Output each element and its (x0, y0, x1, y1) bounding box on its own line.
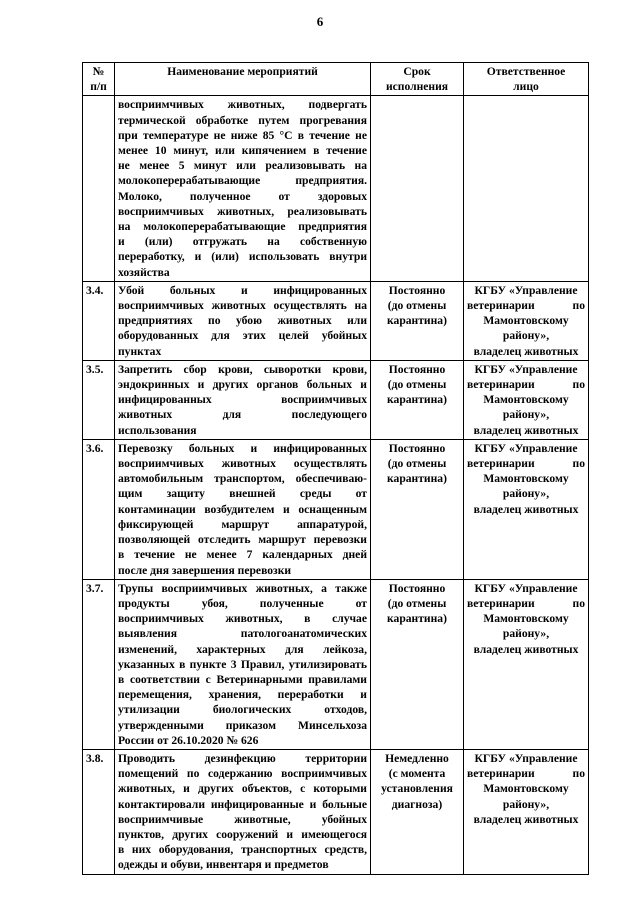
description-line: Убой больных и инфицированных (118, 283, 367, 297)
measures-table (82, 62, 589, 875)
description-line: России от 26.10.2020 № 626 (118, 733, 259, 747)
measure-description (115, 281, 371, 360)
description-line: изменений, характерных для лейкоза, (118, 642, 367, 656)
term-line: Постоянно (388, 362, 446, 376)
description-line: щим защиту внешней среды от (118, 487, 367, 501)
row-number: 3.5. (83, 360, 115, 439)
description-line: животных, и других объектов, с которыми (118, 782, 367, 796)
row-number: 3.6. (83, 439, 115, 579)
description-line: пунктах (118, 344, 162, 358)
description-line: Перевозку больных и инфицированных (118, 441, 367, 455)
measure-description (115, 579, 371, 749)
term-line: (до отмены (387, 596, 447, 610)
description-line: помещений по содержанию восприимчивых (118, 767, 367, 781)
responsible-line: КГБУ «Управление (474, 441, 578, 455)
term-line: Постоянно (388, 581, 446, 595)
description-line: автомобильным транспортом, обеспечиваю- (118, 472, 367, 486)
description-line: эндокринных и других органов больных и (118, 378, 367, 392)
responsible-person (464, 749, 589, 874)
row-number: 3.4. (83, 281, 115, 360)
row-number: 3.7. (83, 579, 115, 749)
execution-term (371, 281, 464, 360)
term-line: Постоянно (388, 283, 446, 297)
responsible-line: ветеринарии по (467, 299, 585, 313)
description-line: восприимчивых животных, подвергать (118, 98, 367, 112)
description-line: на молокоперерабатывающие предприятия (118, 220, 367, 234)
description-line: одежды и обуви, инвентаря и предметов (118, 858, 329, 872)
description-line: указанных в пункте 3 Правил, утилизировать (118, 657, 367, 671)
table-row (83, 281, 589, 360)
header-measure-name: Наименование мероприятий (115, 63, 371, 96)
responsible-person (464, 96, 589, 281)
description-line: и (или) отгружать на собственную (118, 235, 367, 249)
measure-description (115, 749, 371, 874)
responsible-line: Мамонтовскому (483, 782, 569, 796)
responsible-person (464, 281, 589, 360)
responsible-line: Мамонтовскому (483, 612, 569, 626)
description-line: не менее 5 минут или реализовывать на (118, 159, 367, 173)
description-line: восприимчивых животных осуществлять (118, 457, 367, 471)
table-row (83, 96, 589, 281)
term-line: установления (381, 782, 453, 796)
measure-description (115, 360, 371, 439)
description-line: позволяющей отследить маршрут перевозки (118, 533, 367, 547)
table-row (83, 749, 589, 874)
responsible-line: владелец животных (473, 344, 579, 358)
description-line: Проводить дезинфекцию территории (118, 751, 367, 765)
description-line: пунктов, других сооружений и имеющегося (118, 827, 367, 841)
description-line: при температуре не ниже 85 °С в течение не (118, 128, 367, 142)
description-line: контактировали инфицированные и больные (118, 797, 367, 811)
responsible-line: району», (502, 487, 550, 501)
page-number: 6 (316, 14, 324, 29)
description-line: в течение не менее 7 календарных дней (118, 548, 367, 562)
execution-term (371, 360, 464, 439)
description-line: предприятиях по убою животных или (118, 314, 367, 328)
description-line: оборудованных для этих целей убойных (118, 329, 367, 343)
description-line: восприимчивых животных, реализовывать (118, 204, 367, 218)
description-line: выявления патологоанатомических (118, 627, 367, 641)
description-line: хозяйства (118, 265, 170, 279)
responsible-person (464, 579, 589, 749)
execution-term (371, 579, 464, 749)
term-line: карантина) (387, 314, 447, 328)
responsible-line: владелец животных (473, 502, 579, 516)
header-number: № п/п (83, 63, 115, 96)
description-line: в соответствии с Ветеринарными правилами (118, 672, 367, 686)
term-line: (с момента (388, 767, 446, 781)
description-line: после дня завершения перевозки (118, 563, 292, 577)
description-line: продукты убоя, полученные от (118, 596, 367, 610)
description-line: термической обработке путем прогревания (118, 113, 367, 127)
description-line: фиксирующей маршрут аппаратурой, (118, 517, 367, 531)
description-line: восприимчивых животных, в случае (118, 612, 367, 626)
table-row (83, 579, 589, 749)
responsible-line: владелец животных (473, 423, 579, 437)
responsible-line: КГБУ «Управление (474, 362, 578, 376)
responsible-line: району», (502, 329, 550, 343)
responsible-line: ветеринарии по (467, 596, 585, 610)
responsible-line: КГБУ «Управление (474, 581, 578, 595)
execution-term (371, 96, 464, 281)
table-row (83, 439, 589, 579)
responsible-line: району», (502, 627, 550, 641)
term-line: Немедленно (385, 751, 449, 765)
description-line: инфицированных восприимчивых (118, 393, 367, 407)
description-line: восприимчивые животные, убойных (118, 812, 367, 826)
responsible-line: КГБУ «Управление (474, 751, 578, 765)
term-line: карантина) (387, 612, 447, 626)
responsible-line: Мамонтовскому (483, 393, 569, 407)
responsible-line: району», (502, 797, 550, 811)
description-line: Молоко, полученное от здоровых (118, 189, 367, 203)
term-line: диагноза) (391, 797, 443, 811)
header-term: Срок исполнения (371, 63, 464, 96)
responsible-line: Мамонтовскому (483, 314, 569, 328)
table-row (83, 360, 589, 439)
description-line: утвержденными приказом Минсельхоза (118, 718, 367, 732)
description-line: перемещения, хранения, переработки и (118, 688, 367, 702)
responsible-line: КГБУ «Управление (474, 283, 578, 297)
responsible-person (464, 439, 589, 579)
measure-description (115, 96, 371, 281)
execution-term (371, 439, 464, 579)
description-line: Запретить сбор крови, сыворотки крови, (118, 362, 367, 376)
measure-description (115, 439, 371, 579)
responsible-line: владелец животных (473, 642, 579, 656)
responsible-line: ветеринарии по (467, 767, 585, 781)
responsible-line: ветеринарии по (467, 457, 585, 471)
description-line: использования (118, 423, 197, 437)
table-header-row (83, 63, 589, 96)
description-line: восприимчивых животных осуществлять на (118, 299, 367, 313)
description-line: молокоперерабатывающие предприятия. (118, 174, 367, 188)
description-line: контаминации возбудителем и оснащенным (118, 502, 367, 516)
responsible-line: владелец животных (473, 812, 579, 826)
description-line: Трупы восприимчивых животных, а также (118, 581, 367, 595)
term-line: (до отмены (387, 378, 447, 392)
term-line: Постоянно (388, 441, 446, 455)
responsible-line: Мамонтовскому (483, 472, 569, 486)
row-number (83, 96, 115, 281)
term-line: карантина) (387, 393, 447, 407)
execution-term (371, 749, 464, 874)
description-line: животных для последующего (118, 408, 367, 422)
responsible-person (464, 360, 589, 439)
description-line: утилизации биологических отходов, (118, 703, 367, 717)
term-line: карантина) (387, 472, 447, 486)
term-line: (до отмены (387, 457, 447, 471)
term-line: (до отмены (387, 299, 447, 313)
row-number: 3.8. (83, 749, 115, 874)
description-line: в них оборудования, транспортных средств, (118, 843, 367, 857)
description-line: менее 10 минут, или кипячением в течение (118, 144, 367, 158)
responsible-line: району», (502, 408, 550, 422)
header-responsible: Ответственное лицо (464, 63, 589, 96)
description-line: переработку, и (или) использовать внутри (118, 250, 367, 264)
responsible-line: ветеринарии по (467, 378, 585, 392)
